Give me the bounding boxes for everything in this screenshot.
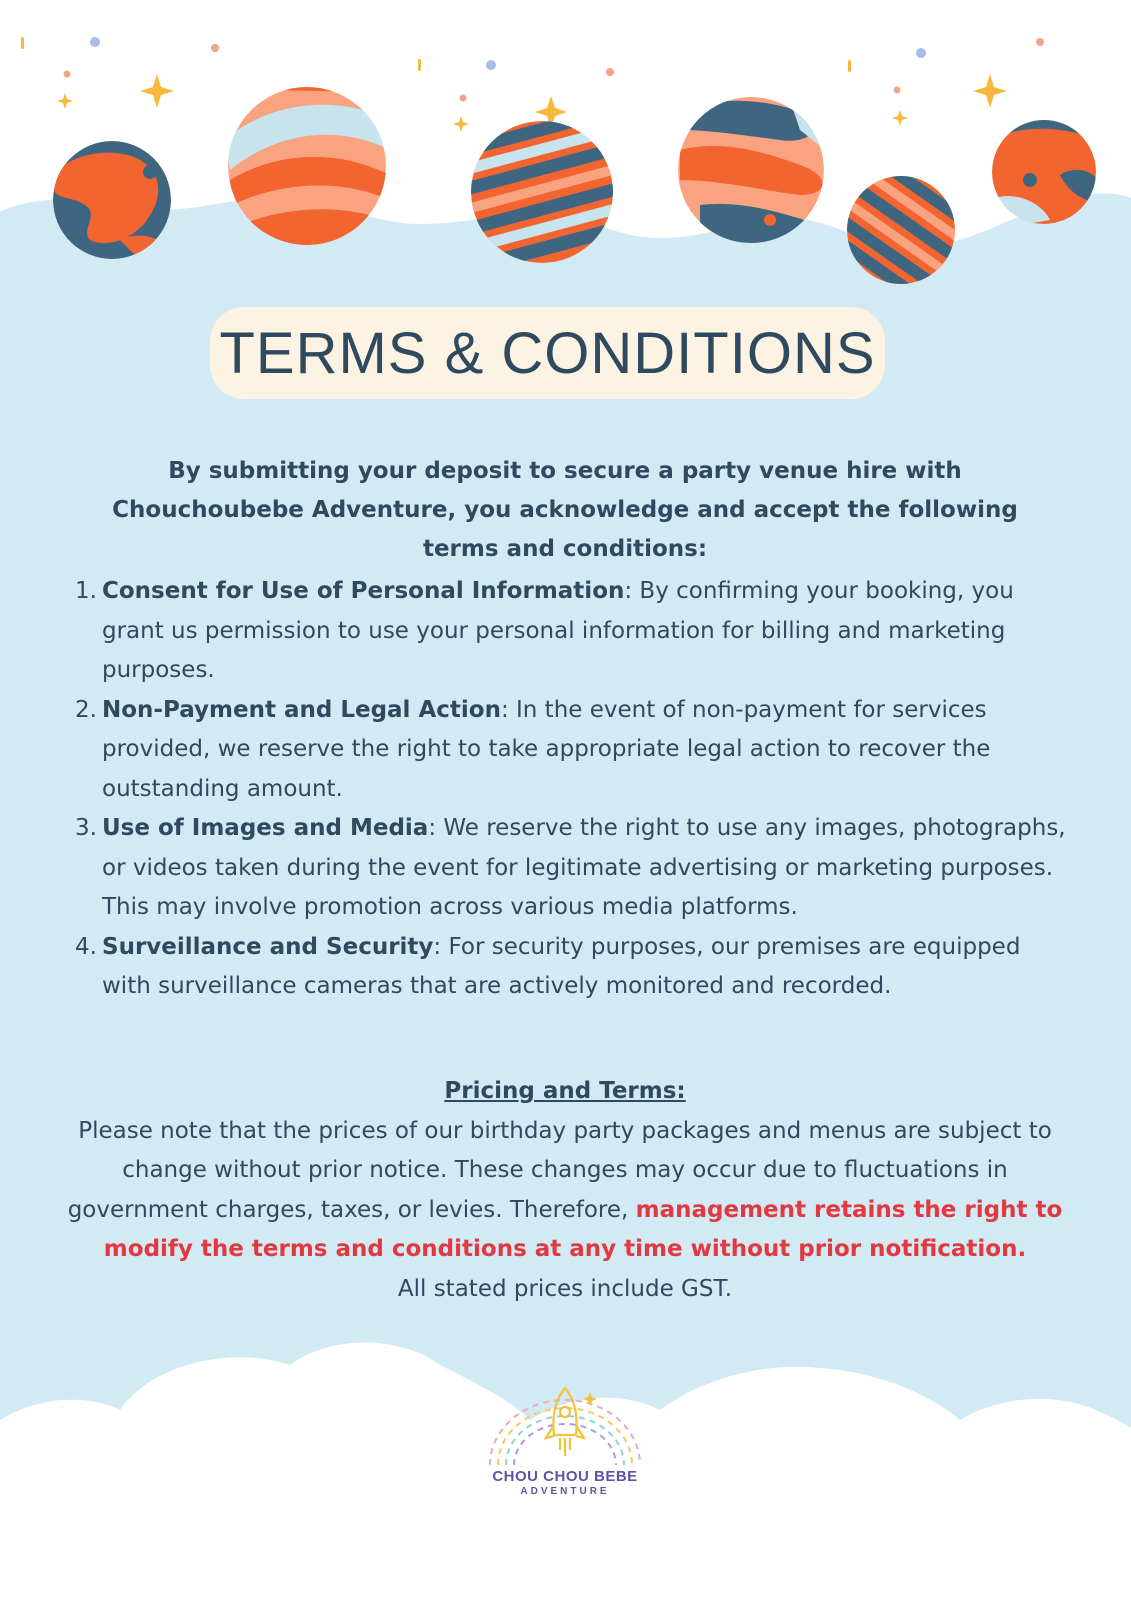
brand-logo (450, 1380, 680, 1520)
term-heading: Non-Payment and Legal Action (102, 696, 501, 723)
intro-statement: By submitting your deposit to secure a party venue hire with Chouchoubebe Adventure, you acknowledge and accept the following terms and conditions: (112, 458, 1018, 562)
term-item (75, 572, 1075, 691)
rocket-rainbow-icon (450, 1380, 680, 1470)
term-item (75, 691, 1075, 810)
term-item (75, 809, 1075, 928)
term-heading: Use of Images and Media (102, 815, 429, 841)
term-number: 1. (75, 578, 97, 604)
term-text: : In the event of non-payment for services provided, we reserve the right to take appropriate legal action to recover the outstanding amount. (102, 696, 991, 802)
term-text: : By confirming your booking, you grant us permission to use your personal information for billing and marketing purposes. (102, 578, 1014, 683)
term-number: 4. (75, 933, 97, 960)
pricing-highlight: management retains the right to modify the terms and conditions at any time without prior notification. (103, 1196, 1063, 1262)
term-number: 2. (75, 696, 97, 723)
term-text: : We reserve the right to use any images, photographs, or videos taken during the event for legitimate advertising or marketing purposes. This may involve promotion across various media platforms. (102, 815, 1066, 920)
brand-subtitle: ADVENTURE (520, 1486, 610, 1497)
term-text: : For security purposes, our premises are equipped with surveillance cameras that are actively monitored and recorded. (102, 933, 1021, 999)
pricing-heading: Pricing and Terms: (444, 1078, 686, 1104)
page-title: TERMS & CONDITIONS (219, 320, 876, 386)
terms-list (75, 572, 1075, 1007)
pricing-body: Please note that the prices of our birthday party packages and menus are subject to change without prior notice. These changes may occur due to fluctuations in government charges, taxes, or levies. Therefore, (67, 1117, 1052, 1223)
title-banner (210, 307, 885, 399)
term-item (75, 928, 1075, 1007)
brand-name: CHOU CHOU BEBE (492, 1468, 638, 1485)
gst-note: All stated prices include GST. (397, 1275, 733, 1302)
term-number: 3. (75, 815, 97, 841)
term-heading: Consent for Use of Personal Information (102, 578, 625, 604)
planet-1 (53, 141, 171, 270)
pricing-paragraph (60, 1112, 1070, 1270)
term-heading: Surveillance and Security (102, 933, 434, 960)
pricing-section (60, 1072, 1070, 1309)
